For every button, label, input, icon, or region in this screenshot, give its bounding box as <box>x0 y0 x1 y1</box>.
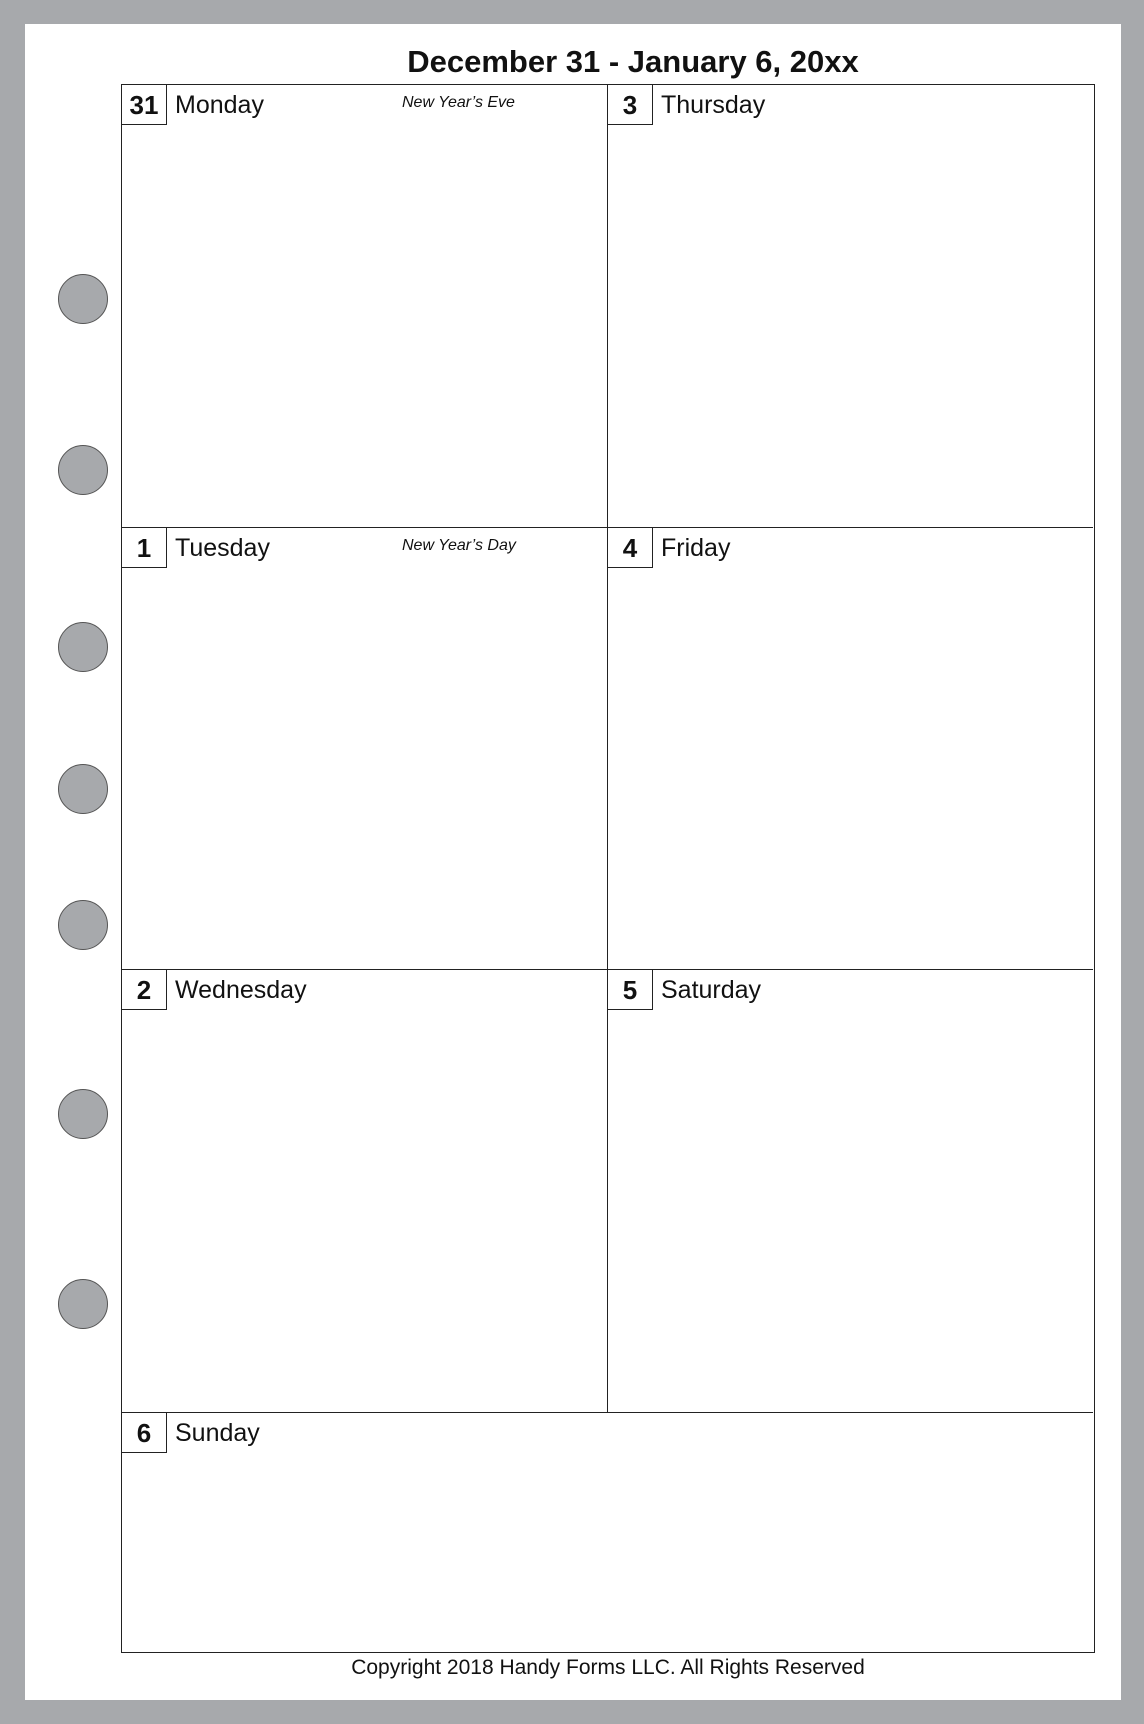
day-cell-tuesday[interactable] <box>122 528 608 970</box>
day-name: Wednesday <box>175 976 307 1004</box>
day-name: Friday <box>661 534 731 562</box>
day-cell-sunday[interactable] <box>122 1413 1093 1651</box>
binder-hole <box>58 1279 108 1329</box>
day-number: 6 <box>122 1413 167 1453</box>
day-cell-saturday[interactable] <box>608 970 1093 1413</box>
day-number: 31 <box>122 85 167 125</box>
day-name: Monday <box>175 91 264 119</box>
day-number: 1 <box>122 528 167 568</box>
day-number: 2 <box>122 970 167 1010</box>
copyright-footer: Copyright 2018 Handy Forms LLC. All Rights Reserved <box>351 1656 865 1679</box>
binder-hole <box>58 445 108 495</box>
binder-hole <box>58 900 108 950</box>
day-number: 4 <box>608 528 653 568</box>
day-name: Sunday <box>175 1419 260 1447</box>
binder-hole <box>58 764 108 814</box>
binder-hole <box>58 274 108 324</box>
binder-hole <box>58 1089 108 1139</box>
day-cell-thursday[interactable] <box>608 85 1093 528</box>
day-cell-monday[interactable] <box>122 85 608 528</box>
week-grid <box>121 84 1095 1653</box>
day-name: Thursday <box>661 91 766 119</box>
title-main: December 31 - January 6, 20 <box>407 44 825 79</box>
binder-hole <box>58 622 108 672</box>
day-name: Saturday <box>661 976 762 1004</box>
page-title <box>25 44 1144 80</box>
planner-page <box>25 24 1121 1700</box>
day-number: 5 <box>608 970 653 1010</box>
day-name: Tuesday <box>175 534 270 562</box>
day-cell-friday[interactable] <box>608 528 1093 970</box>
holiday-label: New Year’s Day <box>402 537 516 554</box>
day-number: 3 <box>608 85 653 125</box>
day-cell-wednesday[interactable] <box>122 970 608 1413</box>
holiday-label: New Year’s Eve <box>402 94 515 111</box>
title-year-suffix: xx <box>824 44 859 79</box>
